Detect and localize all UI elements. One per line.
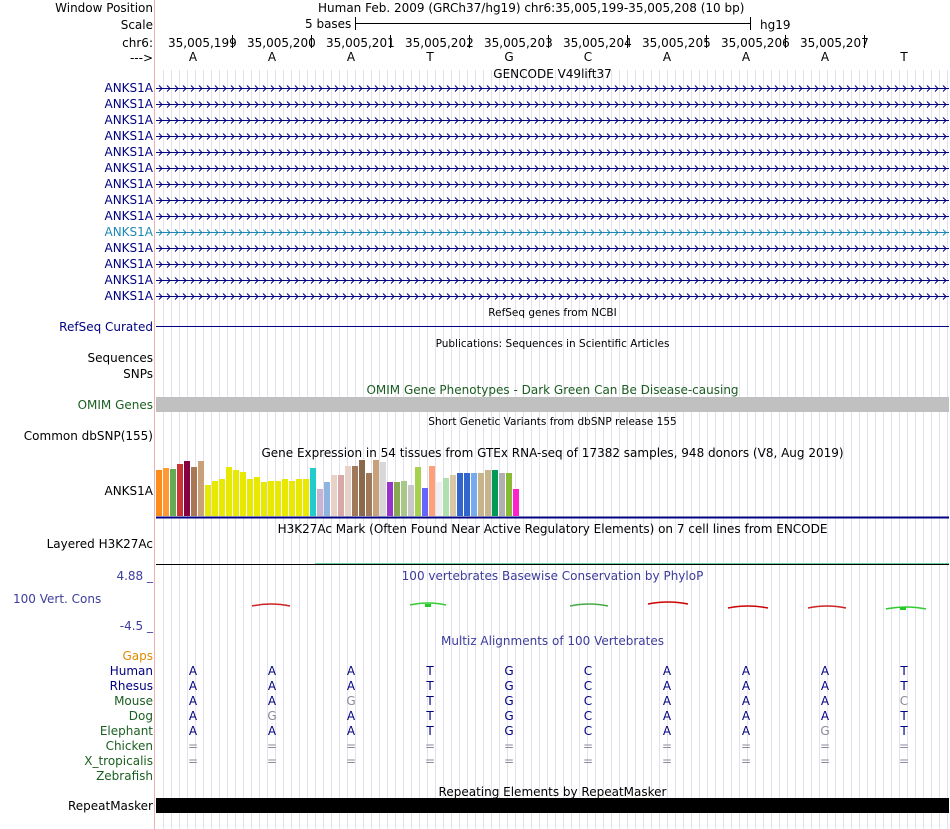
phylop-min: -4.5 _ bbox=[119, 619, 153, 633]
aligned-base: A bbox=[346, 679, 356, 693]
ruler-position: 35,005,200 bbox=[247, 36, 316, 50]
gtex-tissue-bar[interactable] bbox=[415, 467, 421, 516]
gtex-label[interactable]: ANKS1A bbox=[104, 484, 153, 498]
gtex-tissue-bar[interactable] bbox=[296, 479, 302, 516]
aligned-base: A bbox=[662, 724, 672, 738]
aligned-base: T bbox=[426, 724, 434, 738]
gtex-tissue-bar[interactable] bbox=[205, 485, 211, 516]
aligned-base: A bbox=[188, 724, 198, 738]
gtex-tissue-bar[interactable] bbox=[506, 473, 512, 516]
reference-base: G bbox=[504, 50, 514, 64]
gtex-tissue-bar[interactable] bbox=[359, 460, 365, 516]
gtex-tissue-bar[interactable] bbox=[464, 473, 470, 516]
gtex-tissue-bar[interactable] bbox=[401, 481, 407, 516]
aligned-base: T bbox=[426, 709, 434, 723]
aligned-base: C bbox=[899, 694, 909, 708]
multiz-title: Multiz Alignments of 100 Vertebrates bbox=[440, 634, 665, 648]
gencode-transcript-label[interactable]: ANKS1A bbox=[104, 129, 153, 143]
aligned-base: = bbox=[187, 754, 199, 768]
aligned-base: = bbox=[582, 739, 594, 753]
gtex-tissue-bar[interactable] bbox=[380, 462, 386, 516]
aligned-base: A bbox=[741, 694, 751, 708]
gtex-tissue-bar[interactable] bbox=[233, 470, 239, 516]
aligned-base: = bbox=[898, 739, 910, 753]
reference-base: A bbox=[267, 50, 277, 64]
gtex-tissue-bar[interactable] bbox=[373, 460, 379, 516]
gtex-tissue-bar[interactable] bbox=[156, 470, 162, 516]
aligned-base: T bbox=[900, 664, 908, 678]
gencode-transcript-label[interactable]: ANKS1A bbox=[104, 209, 153, 223]
aligned-base: T bbox=[900, 679, 908, 693]
reference-base: A bbox=[188, 50, 198, 64]
aligned-base: = bbox=[582, 754, 594, 768]
scale-label: Scale bbox=[120, 18, 153, 32]
reference-base: T bbox=[900, 50, 908, 64]
aligned-base: A bbox=[188, 694, 198, 708]
refseq-title: RefSeq genes from NCBI bbox=[488, 307, 617, 319]
phylop-max: 4.88 _ bbox=[116, 569, 153, 583]
gtex-tissue-bar[interactable] bbox=[198, 461, 204, 516]
gencode-transcript-label[interactable]: ANKS1A bbox=[104, 193, 153, 207]
gtex-tissue-bar[interactable] bbox=[485, 470, 491, 516]
gencode-transcript-label[interactable]: ANKS1A bbox=[104, 161, 153, 175]
aligned-base: = bbox=[345, 754, 357, 768]
aligned-base: G bbox=[504, 724, 514, 738]
aligned-base: = bbox=[266, 739, 278, 753]
reference-base: A bbox=[346, 50, 356, 64]
ruler-position: 35,005,202 bbox=[405, 36, 474, 50]
ruler-position: 35,005,203 bbox=[484, 36, 553, 50]
aligned-base: = bbox=[424, 739, 436, 753]
gencode-title: GENCODE V49lift37 bbox=[493, 67, 612, 81]
aligned-base: = bbox=[187, 739, 199, 753]
gencode-transcript-label[interactable]: ANKS1A bbox=[104, 241, 153, 255]
ruler-position: 35,005,204 bbox=[563, 36, 632, 50]
gtex-tissue-bar[interactable] bbox=[436, 482, 442, 516]
aligned-base: A bbox=[346, 664, 356, 678]
aligned-base: A bbox=[820, 664, 830, 678]
gtex-tissue-bar[interactable] bbox=[345, 466, 351, 516]
species-label[interactable]: Elephant bbox=[99, 724, 153, 738]
gtex-tissue-bar[interactable] bbox=[422, 488, 428, 516]
gtex-tissue-bar[interactable] bbox=[163, 468, 169, 516]
dbsnp-label[interactable]: Common dbSNP(155) bbox=[23, 429, 153, 443]
reference-base: T bbox=[426, 50, 434, 64]
aligned-base: C bbox=[583, 694, 593, 708]
aligned-base: A bbox=[741, 664, 751, 678]
gtex-tissue-bar[interactable] bbox=[478, 473, 484, 516]
repeatmasker-title: Repeating Elements by RepeatMasker bbox=[438, 785, 667, 799]
gtex-tissue-bar[interactable] bbox=[450, 475, 456, 516]
gtex-tissue-bar[interactable] bbox=[513, 489, 519, 516]
aligned-base: G bbox=[346, 694, 356, 708]
gtex-tissue-bar[interactable] bbox=[492, 470, 498, 516]
gaps-label: Gaps bbox=[122, 649, 153, 663]
aligned-base: = bbox=[740, 739, 752, 753]
aligned-base: = bbox=[661, 754, 673, 768]
aligned-base: A bbox=[662, 709, 672, 723]
gencode-transcript-label[interactable]: ANKS1A bbox=[104, 145, 153, 159]
gtex-tissue-bar[interactable] bbox=[226, 467, 232, 516]
chrom-label: chr6: bbox=[122, 36, 153, 50]
gtex-tissue-bar[interactable] bbox=[275, 481, 281, 516]
gtex-tissue-bar[interactable] bbox=[240, 472, 246, 516]
aligned-base: = bbox=[819, 739, 831, 753]
aligned-base: T bbox=[426, 679, 434, 693]
h3k27ac-label[interactable]: Layered H3K27Ac bbox=[46, 537, 153, 551]
gtex-tissue-bar[interactable] bbox=[212, 481, 218, 516]
gencode-transcript-label[interactable]: ANKS1A bbox=[104, 257, 153, 271]
gencode-transcript-label[interactable]: ANKS1A bbox=[104, 97, 153, 111]
aligned-base: C bbox=[583, 724, 593, 738]
phylop-label[interactable]: 100 Vert. Cons bbox=[13, 592, 102, 606]
aligned-base: A bbox=[346, 724, 356, 738]
ruler-position: 35,005,205 bbox=[642, 36, 711, 50]
species-label[interactable]: Dog bbox=[128, 709, 153, 723]
aligned-base: G bbox=[504, 694, 514, 708]
gencode-transcript-label[interactable]: ANKS1A bbox=[104, 225, 153, 239]
reference-base: A bbox=[662, 50, 672, 64]
aligned-base: = bbox=[503, 739, 515, 753]
aligned-base: A bbox=[188, 679, 198, 693]
aligned-base: = bbox=[661, 739, 673, 753]
aligned-base: G bbox=[504, 709, 514, 723]
ruler-position: 35,005,201 bbox=[326, 36, 395, 50]
gtex-tissue-bar[interactable] bbox=[352, 466, 358, 516]
aligned-base: T bbox=[900, 709, 908, 723]
omim-label[interactable]: OMIM Genes bbox=[77, 398, 153, 412]
gtex-tissue-bar[interactable] bbox=[317, 489, 323, 516]
ruler-position: 35,005,206 bbox=[721, 36, 790, 50]
aligned-base: A bbox=[741, 709, 751, 723]
aligned-base: A bbox=[346, 709, 356, 723]
ruler-position: 35,005,207 bbox=[800, 36, 869, 50]
window-position-label: Window Position bbox=[55, 1, 153, 15]
gtex-tissue-bar[interactable] bbox=[261, 482, 267, 516]
gtex-tissue-bar[interactable] bbox=[268, 481, 274, 516]
gtex-tissue-bar[interactable] bbox=[289, 481, 295, 516]
gtex-tissue-bar[interactable] bbox=[408, 485, 414, 516]
aligned-base: C bbox=[583, 709, 593, 723]
gtex-tissue-bar[interactable] bbox=[471, 473, 477, 516]
aligned-base: C bbox=[583, 679, 593, 693]
gencode-transcript-label[interactable]: ANKS1A bbox=[104, 113, 153, 127]
gtex-tissue-bar[interactable] bbox=[324, 482, 330, 516]
publications-title: Publications: Sequences in Scientific Articles bbox=[435, 338, 670, 350]
gtex-tissue-bar[interactable] bbox=[429, 466, 435, 516]
h3k27ac-title: H3K27Ac Mark (Often Found Near Active Regulatory Elements) on 7 cell lines from ENCODE bbox=[277, 522, 828, 536]
aligned-base: A bbox=[267, 694, 277, 708]
scale-db: hg19 bbox=[760, 18, 791, 32]
gtex-tissue-bar[interactable] bbox=[254, 477, 260, 516]
gencode-transcript-label[interactable]: ANKS1A bbox=[104, 81, 153, 95]
aligned-base: T bbox=[900, 724, 908, 738]
omim-title: OMIM Gene Phenotypes - Dark Green Can Be Disease-causing bbox=[366, 383, 739, 397]
species-label[interactable]: Rhesus bbox=[109, 679, 153, 693]
gtex-tissue-bar[interactable] bbox=[331, 475, 337, 516]
aligned-base: A bbox=[267, 664, 277, 678]
aligned-base: A bbox=[820, 694, 830, 708]
aligned-base: = bbox=[898, 754, 910, 768]
ruler-position: 35,005,199 bbox=[168, 36, 237, 50]
gencode-transcript-label[interactable]: ANKS1A bbox=[104, 177, 153, 191]
aligned-base: = bbox=[266, 754, 278, 768]
aligned-base: A bbox=[741, 679, 751, 693]
reference-base: A bbox=[741, 50, 751, 64]
snps-label[interactable]: SNPs bbox=[123, 367, 153, 381]
aligned-base: T bbox=[426, 694, 434, 708]
gtex-tissue-bar[interactable] bbox=[387, 482, 393, 516]
aligned-base: C bbox=[583, 664, 593, 678]
aligned-base: = bbox=[424, 754, 436, 768]
gtex-tissue-bar[interactable] bbox=[219, 479, 225, 516]
aligned-base: A bbox=[188, 664, 198, 678]
gencode-transcript-label[interactable]: ANKS1A bbox=[104, 273, 153, 287]
gtex-tissue-bar[interactable] bbox=[247, 479, 253, 516]
strand-label: ---> bbox=[129, 51, 153, 65]
gtex-tissue-bar[interactable] bbox=[443, 478, 449, 516]
reference-base: C bbox=[583, 50, 593, 64]
species-label[interactable]: Human bbox=[109, 664, 153, 678]
gtex-tissue-bar[interactable] bbox=[394, 482, 400, 516]
gtex-tissue-bar[interactable] bbox=[184, 461, 190, 516]
gencode-transcript-label[interactable]: ANKS1A bbox=[104, 289, 153, 303]
gtex-tissue-bar[interactable] bbox=[457, 473, 463, 516]
aligned-base: = bbox=[503, 754, 515, 768]
dbsnp-title: Short Genetic Variants from dbSNP release 155 bbox=[428, 416, 677, 428]
publications-label[interactable]: Sequences bbox=[87, 351, 153, 365]
gtex-tissue-bar[interactable] bbox=[310, 468, 316, 516]
window-position-text: Human Feb. 2009 (GRCh37/hg19) chr6:35,005,199-35,005,208 (10 bp) bbox=[318, 1, 745, 15]
gtex-tissue-bar[interactable] bbox=[338, 475, 344, 516]
gtex-tissue-bar[interactable] bbox=[499, 473, 505, 516]
gtex-tissue-bar[interactable] bbox=[366, 473, 372, 516]
aligned-base: A bbox=[188, 709, 198, 723]
gtex-tissue-bar[interactable] bbox=[303, 479, 309, 516]
aligned-base: = bbox=[819, 754, 831, 768]
aligned-base: A bbox=[741, 724, 751, 738]
aligned-base: A bbox=[267, 679, 277, 693]
aligned-base: G bbox=[267, 709, 277, 723]
aligned-base: G bbox=[504, 679, 514, 693]
gtex-tissue-bar[interactable] bbox=[170, 469, 176, 516]
species-label[interactable]: Zebrafish bbox=[96, 769, 153, 783]
aligned-base: A bbox=[662, 679, 672, 693]
aligned-base: A bbox=[662, 694, 672, 708]
scale-text: 5 bases bbox=[305, 17, 352, 31]
aligned-base: G bbox=[504, 664, 514, 678]
species-label[interactable]: Mouse bbox=[114, 694, 153, 708]
aligned-base: A bbox=[267, 724, 277, 738]
species-label[interactable]: X_tropicalis bbox=[84, 754, 153, 768]
phylop-title: 100 vertebrates Basewise Conservation by PhyloP bbox=[401, 569, 704, 583]
aligned-base: A bbox=[820, 709, 830, 723]
repeatmasker-label[interactable]: RepeatMasker bbox=[67, 799, 153, 813]
aligned-base: T bbox=[426, 664, 434, 678]
aligned-base: = bbox=[740, 754, 752, 768]
aligned-base: A bbox=[662, 664, 672, 678]
gtex-tissue-bar[interactable] bbox=[177, 464, 183, 516]
aligned-base: = bbox=[345, 739, 357, 753]
aligned-base: A bbox=[820, 679, 830, 693]
gtex-tissue-bar[interactable] bbox=[282, 479, 288, 516]
reference-base: A bbox=[820, 50, 830, 64]
refseq-label[interactable]: RefSeq Curated bbox=[59, 320, 153, 334]
aligned-base: G bbox=[820, 724, 830, 738]
gtex-tissue-bar[interactable] bbox=[191, 467, 197, 516]
species-label[interactable]: Chicken bbox=[105, 739, 153, 753]
gtex-title: Gene Expression in 54 tissues from GTEx RNA-seq of 17382 samples, 948 donors (V8, Aug 2019) bbox=[261, 446, 844, 460]
